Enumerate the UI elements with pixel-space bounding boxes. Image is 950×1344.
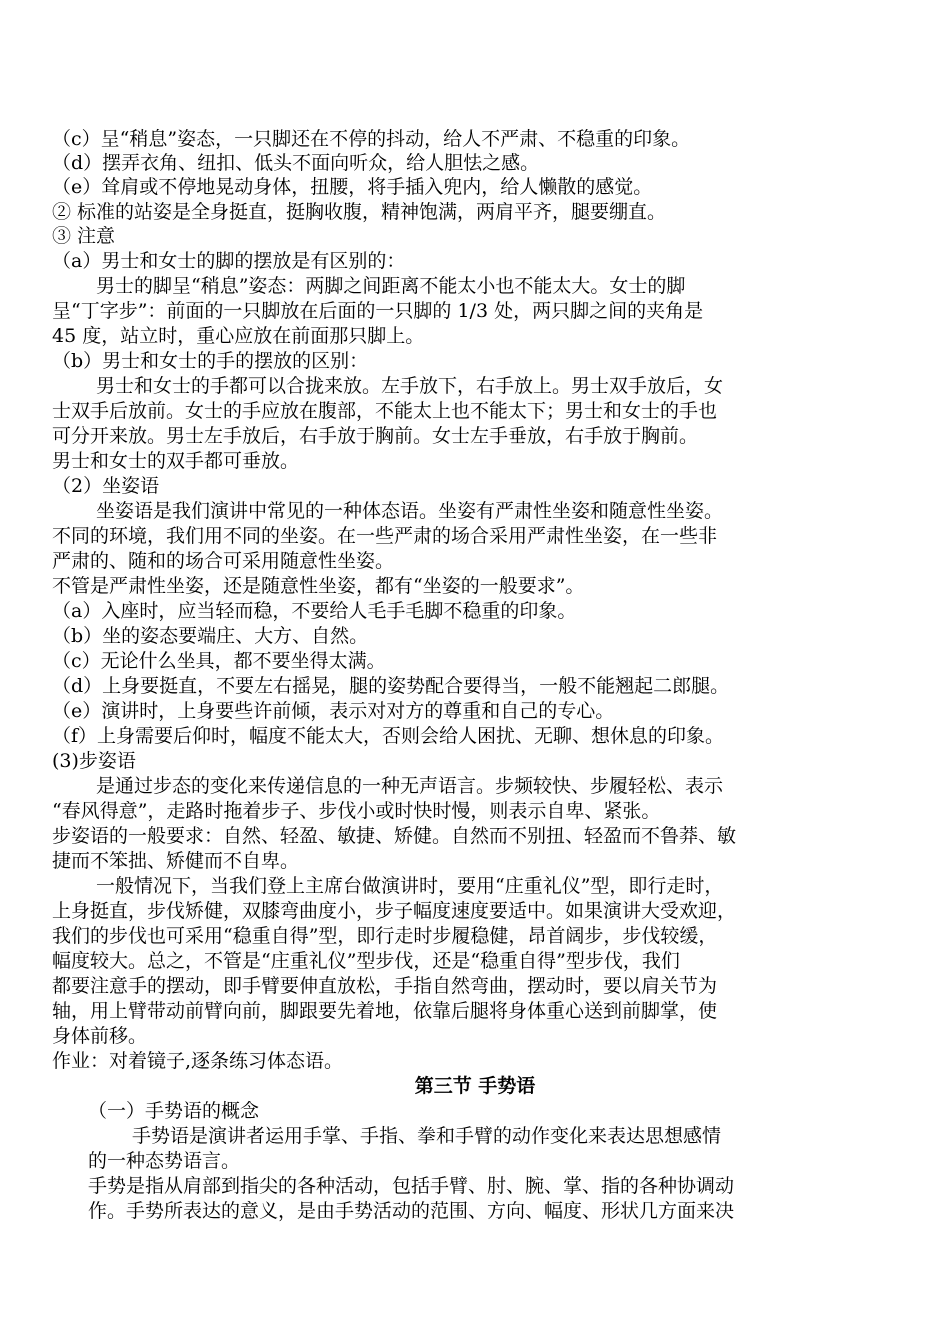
text-line: 坐姿语是我们演讲中常见的一种体态语。坐姿有严肃性坐姿和随意性坐姿。 bbox=[96, 500, 724, 522]
text-line: 捷而不笨拙、矫健而不自卑。 bbox=[52, 850, 300, 872]
text-line: 我们的步伐也可采用“稳重自得”型，即行走时步履稳健，昂首阔步，步伐较缓， bbox=[52, 925, 718, 947]
text-line: 步姿语的一般要求：自然、轻盈、敏捷、矫健。自然而不别扭、轻盈而不鲁莽、敏 bbox=[52, 825, 737, 847]
text-line: 上身挺直，步伐矫健，双膝弯曲度小，步子幅度速度要适中。如果演讲大受欢迎， bbox=[52, 900, 737, 922]
text-line: 的一种态势语言。 bbox=[88, 1150, 241, 1172]
text-line: “春风得意”，走路时拖着步子、步伐小或时快时慢，则表示自卑、紧张。 bbox=[52, 800, 661, 822]
text-line: 士双手后放前。女士的手应放在腹部，不能太上也不能太下；男士和女士的手也 bbox=[52, 400, 718, 422]
text-line: 手势语是演讲者运用手掌、手指、拳和手臂的动作变化来表达思想感情 bbox=[132, 1125, 722, 1147]
text-line: 作。手势所表达的意义，是由手势活动的范围、方向、幅度、形状几方面来决 bbox=[88, 1200, 735, 1222]
text-line: ② 标准的站姿是全身挺直，挺胸收腹，精神饱满，两肩平齐，腿要绷直。 bbox=[52, 201, 667, 223]
text-line: （e）耸肩或不停地晃动身体，扭腰，将手插入兜内，给人懒散的感觉。 bbox=[52, 176, 653, 198]
text-line: 不同的环境，我们用不同的坐姿。在一些严肃的场合采用严肃性坐姿，在一些非 bbox=[52, 525, 718, 547]
text-line: 幅度较大。总之，不管是“庄重礼仪”型步伐，还是“稳重自得”型步伐，我们 bbox=[52, 950, 680, 972]
text-line: 男士和女士的双手都可垂放。 bbox=[52, 450, 300, 472]
text-line: （c）呈“稍息”姿态，一只脚还在不停的抖动，给人不严肃、不稳重的印象。 bbox=[52, 128, 691, 150]
text-line: 轴，用上臂带动前臂向前，脚跟要先着地，依靠后腿将身体重心送到前脚掌，使 bbox=[52, 1000, 718, 1022]
text-line: （c）无论什么坐具，都不要坐得太满。 bbox=[52, 650, 386, 672]
text-line: 是通过步态的变化来传递信息的一种无声语言。步频较快、步履轻松、表示 bbox=[96, 775, 724, 797]
text-line: 45 度，站立时，重心应放在前面那只脚上。 bbox=[52, 325, 425, 347]
text-line: 作业：对着镜子,逐条练习体态语。 bbox=[52, 1050, 344, 1072]
text-line: (3)步姿语 bbox=[52, 750, 136, 772]
text-line: （a）男士和女士的脚的摆放是有区别的： bbox=[52, 250, 406, 272]
text-line: ③ 注意 bbox=[52, 225, 116, 247]
text-line: 男士的脚呈“稍息”姿态：两脚之间距离不能太小也不能太大。女士的脚 bbox=[96, 275, 686, 297]
text-line: 可分开来放。男士左手放后，右手放于胸前。女士左手垂放，右手放于胸前。 bbox=[52, 425, 699, 447]
text-line: 不管是严肃性坐姿，还是随意性坐姿，都有“坐姿的一般要求”。 bbox=[52, 575, 585, 597]
text-line: 男士和女士的手都可以合拢来放。左手放下，右手放上。男士双手放后，女 bbox=[96, 375, 724, 397]
text-line: （b）坐的姿态要端庄、大方、自然。 bbox=[52, 625, 369, 647]
text-line: （b）男士和女士的手的摆放的区别： bbox=[52, 350, 369, 372]
text-line: （f）上身需要后仰时，幅度不能太大，否则会给人困扰、无聊、想休息的印象。 bbox=[52, 725, 725, 747]
text-line: 身体前移。 bbox=[52, 1025, 148, 1047]
text-line: 呈“丁字步”：前面的一只脚放在后面的一只脚的 1/3 处，两只脚之间的夹角是 bbox=[52, 300, 704, 322]
text-line: （e）演讲时，上身要些许前倾，表示对对方的尊重和自己的专心。 bbox=[52, 700, 615, 722]
text-line: 严肃的、随和的场合可采用随意性坐姿。 bbox=[52, 550, 395, 572]
text-line: 都要注意手的摆动，即手臂要伸直放松，手指自然弯曲，摆动时，要以肩关节为 bbox=[52, 975, 718, 997]
text-line: （d）上身要挺直，不要左右摇晃，腿的姿势配合要得当，一般不能翘起二郎腿。 bbox=[52, 675, 730, 697]
text-line: 手势是指从肩部到指尖的各种活动，包括手臂、肘、腕、掌、指的各种协调动 bbox=[88, 1175, 735, 1197]
text-line: （d）摆弄衣角、纽扣、低头不面向听众，给人胆怯之感。 bbox=[52, 152, 540, 174]
subsection-heading: （一）手势语的概念 bbox=[88, 1100, 260, 1122]
text-line: （a）入座时，应当轻而稳，不要给人毛手毛脚不稳重的印象。 bbox=[52, 600, 577, 622]
text-line: 一般情况下，当我们登上主席台做演讲时，要用“庄重礼仪”型，即行走时， bbox=[96, 875, 724, 897]
section-title: 第三节 手势语 bbox=[414, 1075, 536, 1097]
text-line: （2）坐姿语 bbox=[52, 475, 160, 497]
